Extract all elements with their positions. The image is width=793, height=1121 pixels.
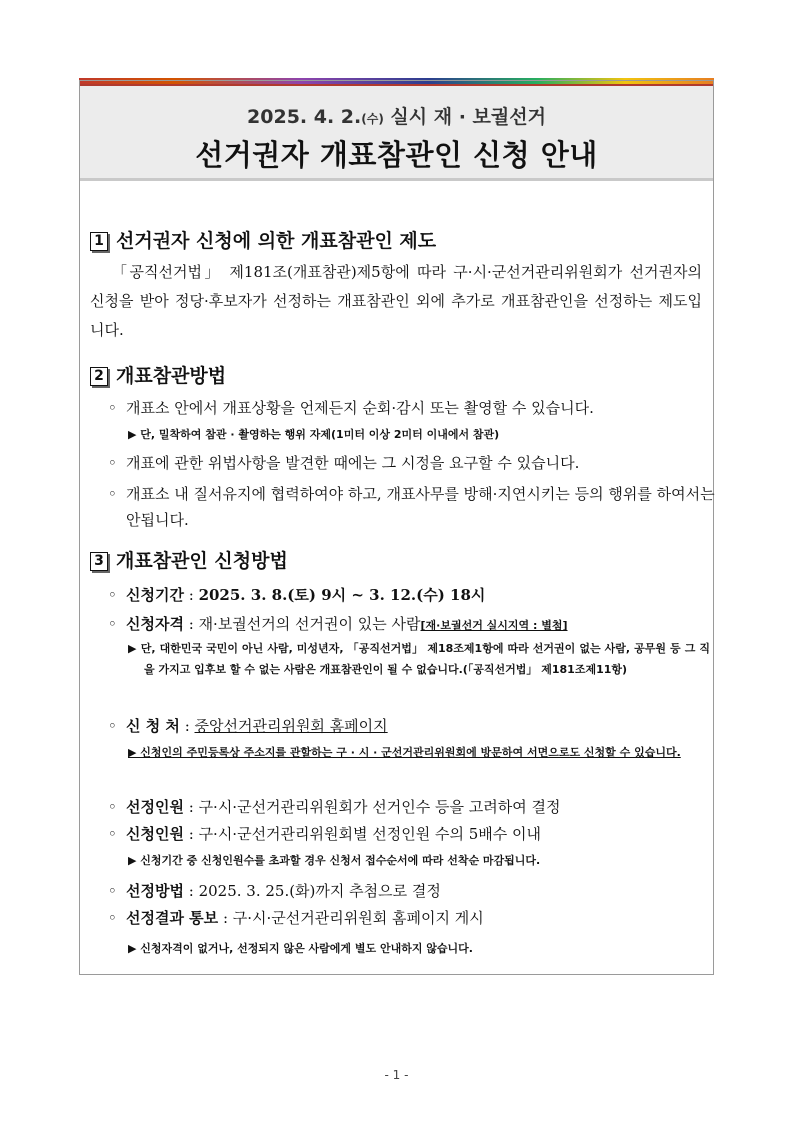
list-item-note: ▶ 신청자격이 없거나, 선정되지 않은 사람에게 별도 안내하지 않습니다. bbox=[128, 942, 473, 955]
list-item-place: ◦ 신 청 처 : 중앙선거관리위원회 홈페이지 bbox=[108, 717, 388, 735]
item-reference: [재·보궐선거 실시지역 : 별첨] bbox=[420, 619, 568, 632]
list-item-count: ◦ 선정인원 : 구·시·군선거관리위원회가 선거인수 등을 고려하여 결정 bbox=[108, 798, 561, 816]
section-title: 개표참관인 신청방법 bbox=[116, 550, 288, 572]
list-item-text: 개표소 내 질서유지에 협력하여야 하고, 개표사무를 방해·지연시키는 등의 행위를 하여서는 안됩니다. bbox=[126, 485, 715, 529]
election-date: 2025. 4. 2. bbox=[247, 106, 362, 128]
item-value: 구·시·군선거관리위원회가 선거인수 등을 고려하여 결정 bbox=[198, 798, 561, 816]
item-label: 선정인원 bbox=[126, 798, 184, 816]
page-number: - 1 - bbox=[384, 1068, 409, 1082]
list-item-period: ◦ 신청기간 : 2025. 3. 8.(토) 9시 ~ 3. 12.(수) 18시 bbox=[108, 586, 486, 604]
election-name: 실시 재 · 보궐선거 bbox=[383, 106, 546, 128]
item-label: 신청인원 bbox=[126, 825, 184, 843]
item-value: 구·시·군선거관리위원회별 선정인원 수의 5배수 이내 bbox=[198, 825, 542, 843]
list-item-qualification: ◦ 신청자격 : 재·보궐선거의 선거권이 있는 사람[재·보궐선거 실시지역 : 별첨] bbox=[108, 615, 568, 633]
election-weekday: (수) bbox=[361, 112, 384, 126]
section-1-heading bbox=[90, 226, 436, 253]
election-date-line bbox=[80, 102, 713, 129]
section-number-box: 1 bbox=[90, 232, 108, 251]
document-header bbox=[80, 86, 713, 178]
section-number-box: 3 bbox=[90, 552, 108, 571]
item-label: 선정결과 통보 bbox=[126, 909, 219, 927]
list-item: ◦ 개표소 안에서 개표상황을 언제든지 순회·감시 또는 촬영할 수 있습니다. bbox=[108, 399, 594, 417]
item-value: 2025. 3. 25.(화)까지 추첨으로 결정 bbox=[198, 882, 441, 900]
list-item-applicants: ◦ 신청인원 : 구·시·군선거관리위원회별 선정인원 수의 5배수 이내 bbox=[108, 825, 542, 843]
item-label: 신청자격 bbox=[126, 615, 184, 633]
list-item: ◦ 개표에 관한 위법사항을 발견한 때에는 그 시정을 요구할 수 있습니다. bbox=[108, 454, 580, 472]
section-1-body: 「공직선거법」 제181조(개표참관)제5항에 따라 구·시·군선거관리위원회가 선거권자의 신청을 받아 정당·후보자가 선정하는 개표참관인 외에 추가로 개표참관인을 선정하는 제도입니다. bbox=[90, 263, 702, 339]
header-divider bbox=[80, 178, 713, 181]
item-value: 중앙선거관리위원회 홈페이지 bbox=[194, 717, 388, 735]
item-label: 신청기간 bbox=[126, 586, 184, 604]
item-label: 선정방법 bbox=[126, 882, 184, 900]
item-value: 구·시·군선거관리위원회 홈페이지 게시 bbox=[232, 909, 484, 927]
list-item-text: 개표에 관한 위법사항을 발견한 때에는 그 시정을 요구할 수 있습니다. bbox=[126, 454, 580, 472]
item-value: 재·보궐선거의 선거권이 있는 사람 bbox=[198, 615, 421, 633]
section-title: 선거권자 신청에 의한 개표참관인 제도 bbox=[116, 230, 437, 252]
section-number-box: 2 bbox=[90, 367, 108, 386]
list-item: ◦ 개표소 내 질서유지에 협력하여야 하고, 개표사무를 방해·지연시키는 등의 행위를 하여서는 안됩니다. bbox=[108, 485, 715, 529]
list-item-note: ▶ 단, 대한민국 국민이 아닌 사람, 미성년자, 「공직선거법」 제18조제1항에 따라 선거권이 없는 사람, 공무원 등 그 직을 가지고 입후보 할 수 없는 사람은 개표참관인이 될 수 없습니다.(「공직선거법」 제181조제11항) bbox=[128, 642, 710, 676]
section-3-heading bbox=[90, 546, 288, 573]
list-item-note: ▶ 신청인의 주민등록상 주소지를 관할하는 구 · 시 · 군선거관리위원회에 방문하여 서면으로도 신청할 수 있습니다. bbox=[128, 746, 681, 759]
list-item-method: ◦ 선정방법 : 2025. 3. 25.(화)까지 추첨으로 결정 bbox=[108, 882, 441, 900]
item-value: 2025. 3. 8.(토) 9시 ~ 3. 12.(수) 18시 bbox=[198, 586, 486, 604]
list-item-note: ▶ 단, 밀착하여 참관 · 촬영하는 행위 자제(1미터 이상 2미터 이내에서 참관) bbox=[128, 428, 500, 441]
section-2-heading bbox=[90, 361, 226, 388]
section-title: 개표참관방법 bbox=[116, 365, 227, 387]
item-label: 신 청 처 bbox=[126, 717, 180, 735]
list-item-note: ▶ 신청기간 중 신청인원수를 초과할 경우 신청서 접수순서에 따라 선착순 마감됩니다. bbox=[128, 854, 541, 867]
list-item-text: 개표소 안에서 개표상황을 언제든지 순회·감시 또는 촬영할 수 있습니다. bbox=[126, 399, 594, 417]
list-item-result: ◦ 선정결과 통보 : 구·시·군선거관리위원회 홈페이지 게시 bbox=[108, 909, 484, 927]
page-title: 선거권자 개표참관인 신청 안내 bbox=[195, 138, 598, 172]
